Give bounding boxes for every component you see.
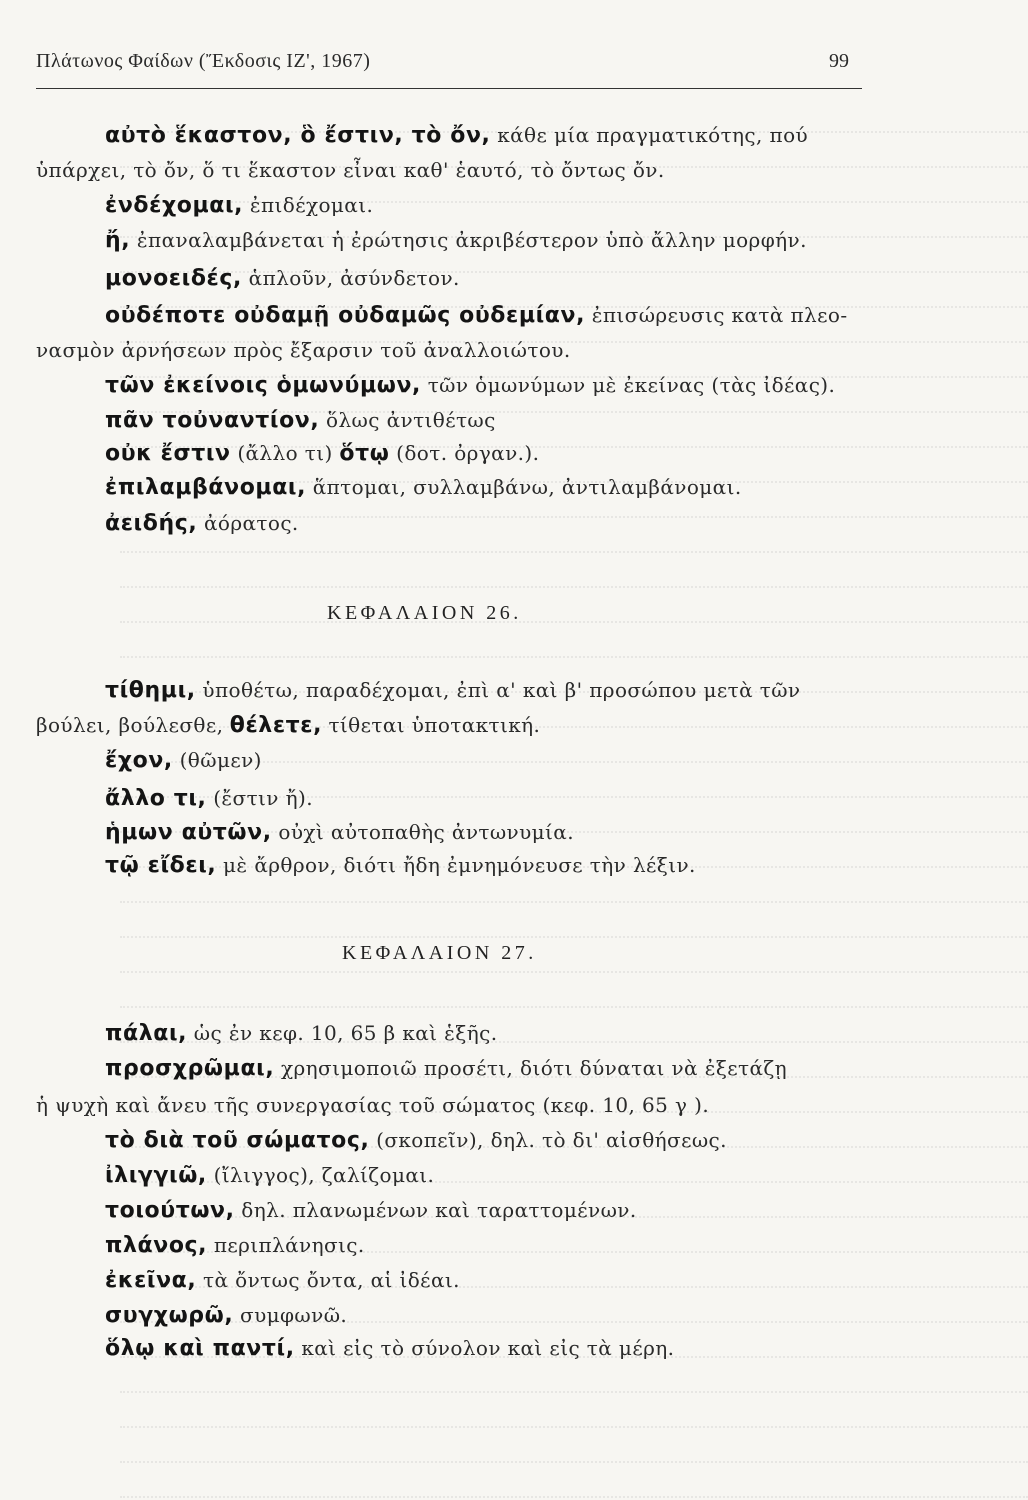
entry-term: πᾶν τοὐναντίον,	[105, 408, 320, 433]
entry-term: ἐνδέχομαι,	[105, 193, 244, 218]
entry-definition: (ἄλλο τι)	[237, 441, 333, 465]
entry-definition: ἅπτομαι, συλλαμβάνω, ἀντιλαμβάνομαι.	[312, 475, 742, 499]
entry-term: τίθημι,	[105, 678, 196, 703]
entry-line	[105, 1018, 497, 1049]
entry-line	[105, 850, 696, 881]
entry-line	[105, 405, 496, 436]
entry-line	[105, 817, 574, 848]
entry-line	[105, 370, 835, 401]
entry-term: τὸ διὰ τοῦ σώματος,	[105, 1128, 370, 1153]
entry-definition-cont: βούλει, βούλεσθε,	[36, 713, 224, 737]
entry-line	[105, 120, 808, 151]
entry-term: τοιούτων,	[105, 1198, 235, 1223]
entry-definition-cont: ὑπάρχει, τὸ ὄν, ὅ τι ἕκαστον εἶναι καθ' ἑαυτό, τὸ ὄντως ὄν.	[36, 158, 665, 182]
entry-term: συγχωρῶ,	[105, 1303, 234, 1328]
entry-continuation	[36, 155, 665, 185]
entry-term: ἔχον,	[105, 748, 173, 773]
entry-term: μονοειδές,	[105, 266, 242, 291]
entry-term: ἡμων αὐτῶν,	[105, 820, 272, 845]
entry-definition: ἐπισώρευσις κατὰ πλεο-	[591, 303, 848, 327]
entry-continuation	[36, 335, 571, 365]
entry-line	[105, 1300, 347, 1331]
running-title: Πλάτωνος Φαίδων (Ἔκδοσις ΙΖ', 1967)	[36, 50, 371, 72]
entry-definition: ὅλως ἀντιθέτως	[326, 408, 496, 432]
page-number: 99	[829, 50, 849, 72]
entry-term: πάλαι,	[105, 1021, 188, 1046]
entry-definition: ἀόρατος.	[204, 511, 299, 535]
entry-definition: μὲ ἄρθρον, διότι ἤδη ἐμνημόνευσε τὴν λέξιν.	[223, 853, 696, 877]
entry-term: τῷ εἴδει,	[105, 853, 217, 878]
entry-definition: (ἴλιγγος), ζαλίζομαι.	[213, 1163, 435, 1187]
entry-line	[105, 1265, 460, 1296]
entry-definition: ὡς ἐν κεφ. 10, 65 β καὶ ἑξῆς.	[193, 1021, 498, 1045]
entry-term: τῶν ἐκείνοις ὁμωνύμων,	[105, 373, 421, 398]
entry-definition-cont: τίθεται ὑποτακτική.	[328, 713, 541, 737]
entry-line	[105, 225, 807, 256]
entry-line	[105, 472, 742, 503]
entry-term: αὐτὸ ἕκαστον, ὃ ἔστιν, τὸ ὄν,	[105, 123, 491, 148]
entry-term: οὐδέποτε οὐδαμῇ οὐδαμῶς οὐδεμίαν,	[105, 303, 586, 328]
entry-term: ἀειδής,	[105, 511, 198, 536]
entry-term: ἰλιγγιῶ,	[105, 1163, 207, 1188]
entry-definition: ἐπαναλαμβάνεται ἡ ἐρώτησις ἀκριβέστερον ὑπὸ ἄλλην μορφήν.	[136, 228, 807, 252]
entry-definition: (θῶμεν)	[179, 748, 262, 772]
entry-term: οὐκ ἔστιν	[105, 441, 231, 466]
entry-definition: καὶ εἰς τὸ σύνολον καὶ εἰς τὰ μέρη.	[301, 1336, 675, 1360]
entry-line	[105, 675, 800, 706]
entry-line	[105, 300, 847, 331]
entry-line	[105, 190, 373, 221]
entry-term: προσχρῶμαι,	[105, 1056, 275, 1081]
entry-term: ἐκεῖνα,	[105, 1268, 197, 1293]
entry-line	[105, 1195, 637, 1226]
entry-definition: (ἔστιν ἤ).	[213, 786, 313, 810]
entry-line	[105, 508, 299, 539]
entry-definition: οὐχὶ αὐτοπαθὴς ἀντωνυμία.	[278, 820, 574, 844]
entry-term: ἤ,	[105, 228, 131, 253]
entry-term: ὅλῳ καὶ παντί,	[105, 1336, 295, 1361]
entry-term-secondary: ὅτῳ	[339, 441, 390, 466]
entry-definition: χρησιμοποιῶ προσέτι, διότι δύναται νὰ ἐξετάζῃ	[280, 1056, 787, 1080]
entry-definition: τῶν ὁμωνύμων μὲ ἐκείνας (τὰς ἰδέας).	[427, 373, 836, 397]
entry-term-inline: θέλετε,	[229, 713, 323, 738]
entry-definition: ὑποθέτω, παραδέχομαι, ἐπὶ α' καὶ β' προσώπου μετὰ τῶν	[202, 678, 801, 702]
entry-line	[105, 783, 313, 814]
entry-continuation	[36, 1090, 709, 1120]
chapter-heading: ΚΕΦΑΛΑΙΟΝ 26.	[327, 602, 522, 624]
entry-definition-cont: ἡ ψυχὴ καὶ ἄνευ τῆς συνεργασίας τοῦ σώματος (κεφ. 10, 65 γ ).	[36, 1093, 710, 1117]
entry-line	[105, 1125, 727, 1156]
entry-definition: δηλ. πλανωμένων καὶ ταραττομένων.	[241, 1198, 637, 1222]
entry-definition: ἐπιδέχομαι.	[249, 193, 374, 217]
entry-term: πλάνος,	[105, 1233, 208, 1258]
entry-line	[105, 1160, 434, 1191]
entry-definition: τὰ ὄντως ὄντα, αἱ ἰδέαι.	[203, 1268, 460, 1292]
entry-line	[105, 1333, 674, 1364]
entry-definition-cont: νασμὸν ἀρνήσεων πρὸς ἔξαρσιν τοῦ ἀναλλοιώτου.	[36, 338, 571, 362]
entry-term: ἄλλο τι,	[105, 786, 207, 811]
entry-definition: κάθε μία πραγματικότης, πού	[497, 123, 809, 147]
entry-definition: περιπλάνησις.	[213, 1233, 365, 1257]
chapter-heading: ΚΕΦΑΛΑΙΟΝ 27.	[342, 942, 537, 964]
entry-line	[105, 263, 460, 294]
entry-line	[105, 1230, 365, 1261]
entry-term: ἐπιλαμβάνομαι,	[105, 475, 307, 500]
entry-line	[105, 438, 539, 469]
entry-definition-secondary: (δοτ. ὀργαν.).	[396, 441, 540, 465]
entry-line	[105, 1053, 787, 1084]
header-rule	[36, 88, 862, 89]
entry-line	[105, 745, 262, 776]
entry-definition: συμφωνῶ.	[240, 1303, 348, 1327]
entry-continuation	[36, 710, 540, 741]
entry-definition: ἁπλοῦν, ἀσύνδετον.	[248, 266, 460, 290]
entry-definition: (σκοπεῖν), δηλ. τὸ δι' αἰσθήσεως.	[376, 1128, 727, 1152]
